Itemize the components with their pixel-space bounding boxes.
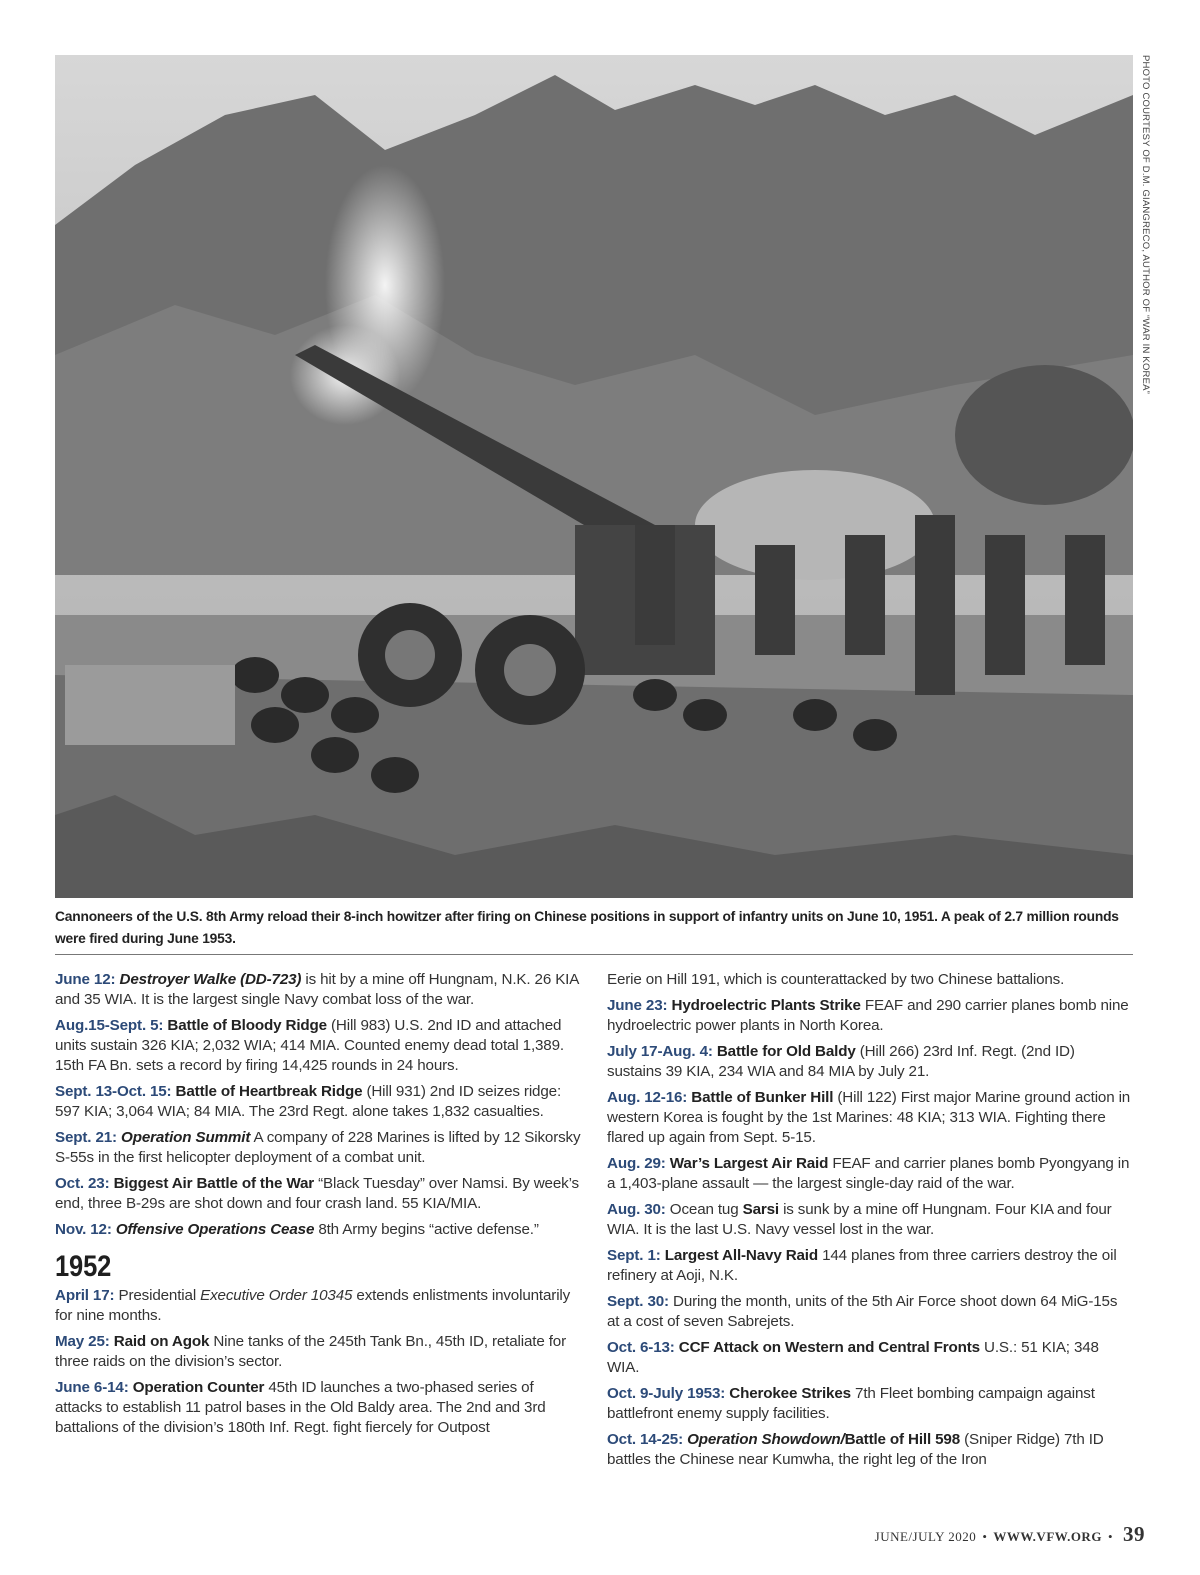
footer-separator: • bbox=[1107, 1529, 1113, 1544]
photo-caption: Cannoneers of the U.S. 8th Army reload their 8-inch howitzer after firing on Chinese positions in support of infantry units on June 10, 1951. A peak of 2.7 million rounds were fired during June 1953. bbox=[55, 909, 1119, 946]
entry-body: 8th Army begins “active defense.” bbox=[314, 1221, 539, 1238]
timeline-entry bbox=[55, 1128, 581, 1168]
entry-title: Cherokee Strikes bbox=[729, 1385, 851, 1402]
entry-body: is hit by a mine off Hungnam, N.K. 26 KIA and 35 WIA. It is the largest single Navy combat loss of the war. bbox=[55, 971, 579, 1008]
entry-date: June 12: bbox=[55, 971, 116, 988]
entry-body: FEAF and 290 carrier planes bomb nine hydroelectric power plants in North Korea. bbox=[607, 997, 1129, 1034]
entry-date: Aug. 30: bbox=[607, 1201, 666, 1218]
entry-body: extends enlistments involuntarily for nine months. bbox=[55, 1287, 571, 1324]
entry-date: Aug.15-Sept. 5: bbox=[55, 1017, 164, 1034]
entry-body: Nine tanks of the 245th Tank Bn., 45th ID, retaliate for three raids on the division’s sector. bbox=[55, 1333, 566, 1370]
entry-date: Aug. 29: bbox=[607, 1155, 666, 1172]
entry-body: U.S.: 51 KIA; 348 WIA. bbox=[607, 1339, 1099, 1376]
entry-body: is sunk by a mine off Hungnam. Four KIA and four WIA. It is the last U.S. Navy vessel lost in the war. bbox=[607, 1201, 1112, 1238]
entry-body: 7th Fleet bombing campaign against battlefront enemy supply facilities. bbox=[607, 1385, 1095, 1422]
timeline-entry bbox=[607, 1154, 1133, 1194]
timeline-entry bbox=[607, 1088, 1133, 1148]
entry-body: A company of 228 Marines is lifted by 12 Sikorsky S-55s in the first helicopter deployment of a combat unit. bbox=[55, 1129, 581, 1166]
entry-body: (Hill 931) 2nd ID seizes ridge: 597 KIA; 3,064 WIA; 84 MIA. The 23rd Regt. alone takes 1,832 casualties. bbox=[55, 1083, 562, 1120]
issue-date: JUNE/JULY 2020 bbox=[874, 1529, 977, 1544]
timeline-entry bbox=[55, 1082, 581, 1122]
photo-illustration bbox=[55, 55, 1133, 898]
entry-title: Battle of Hill 598 bbox=[844, 1431, 961, 1448]
timeline-entry bbox=[55, 970, 581, 1010]
entry-body: During the month, units of the 5th Air Force shoot down 64 MiG-15s at a cost of seven Sabrejets. bbox=[607, 1293, 1118, 1330]
timeline-entry bbox=[607, 1200, 1133, 1240]
timeline-entry bbox=[607, 1246, 1133, 1286]
entry-title: Battle of Bloody Ridge bbox=[167, 1017, 327, 1034]
timeline-entry bbox=[607, 1338, 1133, 1378]
entry-title: Battle of Heartbreak Ridge bbox=[175, 1083, 363, 1100]
timeline-entry bbox=[55, 1174, 581, 1214]
entry-date: June 6-14: bbox=[55, 1379, 129, 1396]
page-number: 39 bbox=[1123, 1522, 1145, 1546]
entry-date: Sept. 30: bbox=[607, 1293, 669, 1310]
entry-italic: Executive Order 10345 bbox=[200, 1287, 353, 1304]
caption-divider bbox=[55, 954, 1133, 955]
entry-date: Oct. 23: bbox=[55, 1175, 110, 1192]
footer-separator: • bbox=[982, 1529, 988, 1544]
entry-date: Sept. 13-Oct. 15: bbox=[55, 1083, 172, 1100]
entry-date: June 23: bbox=[607, 997, 668, 1014]
entry-date: Sept. 21: bbox=[55, 1129, 117, 1146]
entry-body: (Sniper Ridge) 7th ID battles the Chinese near Kumwha, the right leg of the Iron bbox=[607, 1431, 1104, 1468]
entry-body: (Hill 983) U.S. 2nd ID and attached units sustain 326 KIA; 2,032 WIA; 414 MIA. Counted enemy dead total 1,389. 15th FA Bn. sets a record by firing 14,425 rounds in 24 hours. bbox=[55, 1017, 564, 1074]
timeline-entry bbox=[55, 1220, 581, 1240]
left-column bbox=[55, 970, 581, 1444]
entry-date: Oct. 9-July 1953: bbox=[607, 1385, 726, 1402]
entry-title: Destroyer Walke (DD-723) bbox=[119, 971, 302, 988]
entry-date: Aug. 12-16: bbox=[607, 1089, 688, 1106]
entry-body: “Black Tuesday” over Namsi. By week’s end, three B-29s are shot down and four crash land. 55 KIA/MIA. bbox=[55, 1175, 579, 1212]
entry-body: FEAF and carrier planes bomb Pyongyang in a 1,403-plane assault — the largest single-day raid of the war. bbox=[607, 1155, 1130, 1192]
entry-title: War’s Largest Air Raid bbox=[669, 1155, 829, 1172]
entry-title-italic: Operation Showdown/ bbox=[687, 1431, 845, 1448]
timeline-entry bbox=[55, 1378, 581, 1438]
entry-title: Largest All-Navy Raid bbox=[664, 1247, 819, 1264]
entry-title: CCF Attack on Western and Central Fronts bbox=[678, 1339, 980, 1356]
entry-date: April 17: bbox=[55, 1287, 115, 1304]
page-footer bbox=[875, 1522, 1145, 1547]
timeline-entry bbox=[607, 996, 1133, 1036]
entry-date: May 25: bbox=[55, 1333, 110, 1350]
photo-credit-text: PHOTO COURTESY OF D.M. GIANGRECO, AUTHOR OF “WAR IN KOREA” bbox=[1140, 55, 1151, 395]
timeline-entry bbox=[607, 1384, 1133, 1424]
entry-body: 45th ID launches a two-phased series of attacks to establish 11 patrol bases in the Old Baldy area. The 2nd and 3rd battalions of the division’s 180th Inf. Regt. fight fiercely for Outpost bbox=[55, 1379, 546, 1436]
entry-body: (Hill 122) First major Marine ground action in western Korea is fought by the 1st Marines: 48 KIA; 313 WIA. Fighting there flared up again from Sept. 5-15. bbox=[607, 1089, 1131, 1146]
entry-title: Sarsi bbox=[742, 1201, 779, 1218]
entry-date: Oct. 14-25: bbox=[607, 1431, 684, 1448]
entry-title: Raid on Agok bbox=[113, 1333, 210, 1350]
entry-body: Ocean tug bbox=[665, 1201, 743, 1218]
entry-body: 144 planes from three carriers destroy the oil refinery at Aoji, N.K. bbox=[607, 1247, 1117, 1284]
timeline-entry bbox=[607, 1042, 1133, 1082]
entry-date: Sept. 1: bbox=[607, 1247, 661, 1264]
entry-body: Presidential bbox=[114, 1287, 201, 1304]
entry-title: Operation Summit bbox=[121, 1129, 251, 1146]
timeline-entry bbox=[55, 1332, 581, 1372]
entry-title: Hydroelectric Plants Strike bbox=[671, 997, 861, 1014]
year-heading: 1952 bbox=[55, 1250, 112, 1283]
timeline-entry bbox=[607, 1430, 1133, 1470]
entry-title: Offensive Operations Cease bbox=[115, 1221, 315, 1238]
timeline-entry bbox=[607, 1292, 1133, 1332]
right-column bbox=[607, 970, 1133, 1476]
entry-title: Battle of Bunker Hill bbox=[691, 1089, 834, 1106]
photo-credit bbox=[1137, 55, 1151, 898]
entry-date: Nov. 12: bbox=[55, 1221, 112, 1238]
website-link[interactable]: WWW.VFW.ORG bbox=[993, 1529, 1102, 1544]
entry-date: Oct. 6-13: bbox=[607, 1339, 675, 1356]
entry-title: Battle for Old Baldy bbox=[716, 1043, 856, 1060]
timeline-entry bbox=[55, 1016, 581, 1076]
entry-title: Biggest Air Battle of the War bbox=[113, 1175, 315, 1192]
entry-title: Operation Counter bbox=[132, 1379, 265, 1396]
entry-date: July 17-Aug. 4: bbox=[607, 1043, 713, 1060]
entry-body: (Hill 266) 23rd Inf. Regt. (2nd ID) sustains 39 KIA, 234 WIA and 84 MIA by July 21. bbox=[607, 1043, 1075, 1080]
timeline-continuation: Eerie on Hill 191, which is counterattacked by two Chinese battalions. bbox=[607, 971, 1065, 988]
timeline-entry bbox=[55, 1286, 581, 1326]
howitzer-photo bbox=[55, 55, 1133, 898]
